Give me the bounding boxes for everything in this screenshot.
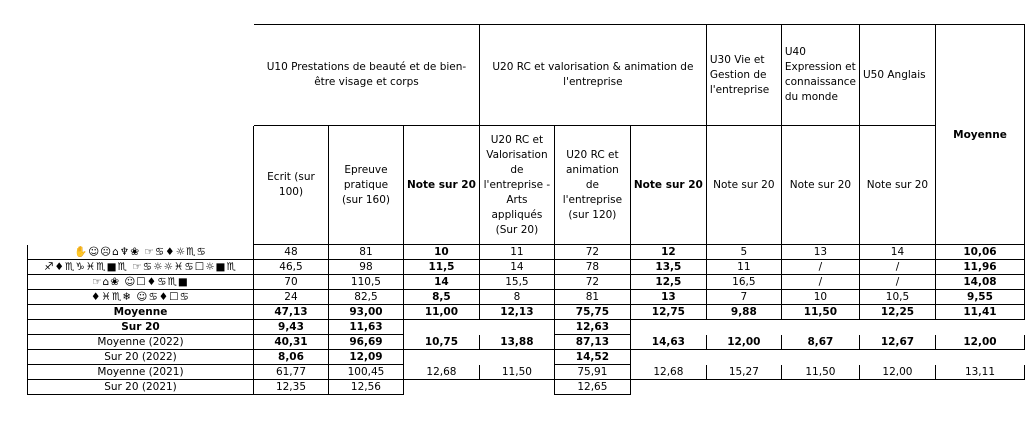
cell-ecrit: 70 <box>253 275 328 290</box>
header-note20-u30: Note sur 20 <box>706 126 781 245</box>
cell-u50: 12,67 <box>859 335 935 350</box>
cell-epreuve: 98 <box>328 260 403 275</box>
cell-note-u20: 12 <box>630 245 706 260</box>
cell-ecrit: 12,35 <box>253 380 328 395</box>
cell-u50: 12,00 <box>859 365 935 380</box>
row-label: Sur 20 <box>28 320 254 335</box>
header-note20-u40: Note sur 20 <box>781 126 859 245</box>
empty-cell <box>479 350 554 365</box>
cell-note-u20: 13 <box>630 290 706 305</box>
cell-note-u10: 11,00 <box>403 305 479 320</box>
cell-u50: 10,5 <box>859 290 935 305</box>
cell-u50: 12,25 <box>859 305 935 320</box>
student-name: ♦♓♏❄ ☺♋♦☐♋ <box>28 290 254 305</box>
row-label: Moyenne (2022) <box>28 335 254 350</box>
cell-u50: 14 <box>859 245 935 260</box>
cell-animation: 72 <box>554 275 630 290</box>
empty-cell <box>630 350 706 365</box>
cell-animation: 78 <box>554 260 630 275</box>
empty-cell <box>781 380 859 395</box>
cell-epreuve: 100,45 <box>328 365 403 380</box>
grades-table <box>27 24 1025 395</box>
cell-note-u20: 14,63 <box>630 335 706 350</box>
cell-u30: 11 <box>706 260 781 275</box>
empty-cell <box>706 320 781 335</box>
row-label: Moyenne (2021) <box>28 365 254 380</box>
header-moyenne: Moyenne <box>935 126 1024 245</box>
cell-moyenne: 9,55 <box>935 290 1024 305</box>
cell-epreuve: 12,09 <box>328 350 403 365</box>
header-u20-arts: U20 RC et Valorisation de l'entreprise - Arts appliqués (Sur 20) <box>479 126 554 245</box>
cell-arts: 14 <box>479 260 554 275</box>
cell-ecrit: 46,5 <box>253 260 328 275</box>
cell-animation: 12,65 <box>554 380 630 395</box>
header-u20-animation: U20 RC et animation de l'entreprise (sur 120) <box>554 126 630 245</box>
empty-cell <box>859 350 935 365</box>
empty-cell <box>935 320 1024 335</box>
cell-arts: 11,50 <box>479 365 554 380</box>
header-epreuve: Epreuve pratique (sur 160) <box>328 126 403 245</box>
cell-note-u10: 14 <box>403 275 479 290</box>
cell-ecrit: 47,13 <box>253 305 328 320</box>
cell-arts: 15,5 <box>479 275 554 290</box>
cell-note-u20: 13,5 <box>630 260 706 275</box>
cell-ecrit: 48 <box>253 245 328 260</box>
cell-u40: 11,50 <box>781 305 859 320</box>
header-u40: U40 Expression et connaissance du monde <box>781 25 859 126</box>
cell-u50: / <box>859 260 935 275</box>
empty-cell <box>479 320 554 335</box>
empty-cell <box>403 350 479 365</box>
cell-moyenne: 11,41 <box>935 305 1024 320</box>
cell-moyenne: 10,06 <box>935 245 1024 260</box>
empty-cell <box>935 350 1024 365</box>
table-row-average-2021 <box>28 365 1025 380</box>
cell-u30: 12,00 <box>706 335 781 350</box>
table-row-average <box>28 305 1025 320</box>
row-label: Sur 20 (2022) <box>28 350 254 365</box>
cell-moyenne: 11,96 <box>935 260 1024 275</box>
cell-u50: / <box>859 275 935 290</box>
cell-note-u10: 8,5 <box>403 290 479 305</box>
cell-epreuve: 81 <box>328 245 403 260</box>
empty-cell <box>706 380 781 395</box>
table-row-student <box>28 260 1025 275</box>
header-note20-u50: Note sur 20 <box>859 126 935 245</box>
table-row-sur20 <box>28 320 1025 335</box>
header-row-sub <box>28 126 1025 245</box>
empty-cell <box>781 350 859 365</box>
empty-cell <box>479 380 554 395</box>
empty-corner <box>28 25 254 126</box>
empty-left <box>28 126 254 245</box>
cell-epreuve: 82,5 <box>328 290 403 305</box>
cell-ecrit: 9,43 <box>253 320 328 335</box>
header-u10: U10 Prestations de beauté et de bien-être visage et corps <box>253 25 479 126</box>
cell-u30: 5 <box>706 245 781 260</box>
empty-cell <box>706 350 781 365</box>
header-ecrit: Ecrit (sur 100) <box>253 126 328 245</box>
cell-u40: 13 <box>781 245 859 260</box>
cell-moyenne: 12,00 <box>935 335 1024 350</box>
empty-cell <box>859 320 935 335</box>
cell-epreuve: 11,63 <box>328 320 403 335</box>
row-label: Moyenne <box>28 305 254 320</box>
cell-ecrit: 61,77 <box>253 365 328 380</box>
cell-epreuve: 93,00 <box>328 305 403 320</box>
cell-note-u10: 11,5 <box>403 260 479 275</box>
empty-cell <box>935 380 1024 395</box>
cell-u40: / <box>781 275 859 290</box>
cell-note-u10: 10 <box>403 245 479 260</box>
cell-epreuve: 110,5 <box>328 275 403 290</box>
cell-note-u20: 12,75 <box>630 305 706 320</box>
header-moyenne-top <box>935 25 1024 126</box>
cell-animation: 14,52 <box>554 350 630 365</box>
cell-u30: 9,88 <box>706 305 781 320</box>
cell-u40: / <box>781 260 859 275</box>
cell-animation: 87,13 <box>554 335 630 350</box>
empty-cell <box>630 380 706 395</box>
cell-u40: 10 <box>781 290 859 305</box>
cell-animation: 12,63 <box>554 320 630 335</box>
cell-u30: 16,5 <box>706 275 781 290</box>
table-row-student <box>28 290 1025 305</box>
header-note20-u10: Note sur 20 <box>403 126 479 245</box>
table-row-student <box>28 245 1025 260</box>
cell-moyenne: 13,11 <box>935 365 1024 380</box>
cell-animation: 75,75 <box>554 305 630 320</box>
cell-arts: 12,13 <box>479 305 554 320</box>
empty-cell <box>630 320 706 335</box>
student-name: ♐♦♏♑♓♏■♏ ☞♋☼☼♓♋☐☼■♏ <box>28 260 254 275</box>
cell-note-u10: 10,75 <box>403 335 479 350</box>
table-row-sur20-2022 <box>28 350 1025 365</box>
table-row-student <box>28 275 1025 290</box>
cell-ecrit: 40,31 <box>253 335 328 350</box>
cell-moyenne: 14,08 <box>935 275 1024 290</box>
cell-note-u10: 12,68 <box>403 365 479 380</box>
header-u20: U20 RC et valorisation & animation de l'entreprise <box>479 25 706 126</box>
empty-cell <box>403 380 479 395</box>
header-row-groups <box>28 25 1025 126</box>
student-name: ☞⌂❀ ☺☐♦♋♏■ <box>28 275 254 290</box>
table-row-sur20-2021 <box>28 380 1025 395</box>
cell-ecrit: 24 <box>253 290 328 305</box>
empty-cell <box>403 320 479 335</box>
header-u30: U30 Vie et Gestion de l'entreprise <box>706 25 781 126</box>
cell-epreuve: 96,69 <box>328 335 403 350</box>
cell-animation: 72 <box>554 245 630 260</box>
header-u50: U50 Anglais <box>859 25 935 126</box>
cell-note-u20: 12,5 <box>630 275 706 290</box>
cell-u40: 11,50 <box>781 365 859 380</box>
cell-note-u20: 12,68 <box>630 365 706 380</box>
cell-animation: 81 <box>554 290 630 305</box>
cell-arts: 13,88 <box>479 335 554 350</box>
cell-arts: 8 <box>479 290 554 305</box>
table-row-average-2022 <box>28 335 1025 350</box>
student-name: ✋☺☹⌂♆❀ ☞♋♦☼♏♋ <box>28 245 254 260</box>
cell-arts: 11 <box>479 245 554 260</box>
cell-u30: 15,27 <box>706 365 781 380</box>
cell-animation: 75,91 <box>554 365 630 380</box>
cell-ecrit: 8,06 <box>253 350 328 365</box>
cell-u40: 8,67 <box>781 335 859 350</box>
row-label: Sur 20 (2021) <box>28 380 254 395</box>
cell-epreuve: 12,56 <box>328 380 403 395</box>
empty-cell <box>859 380 935 395</box>
empty-cell <box>781 320 859 335</box>
cell-u30: 7 <box>706 290 781 305</box>
header-note20-u20: Note sur 20 <box>630 126 706 245</box>
